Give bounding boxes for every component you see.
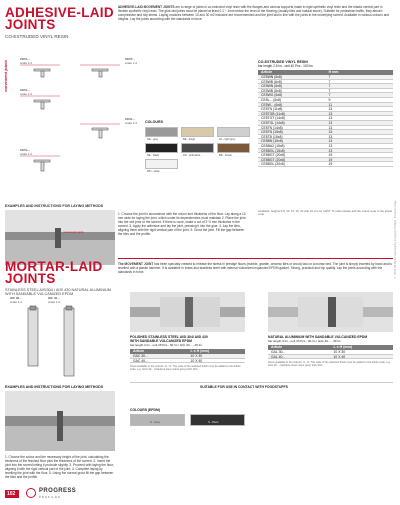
profile-label-1: CE5L... [20,57,31,61]
swatch-label: WH - white [147,170,160,173]
cell: 13 [328,111,333,116]
cell: CE5BGT (20x8) [261,153,286,158]
section2-subtitle: STAINLESS STEEL AISI304 / AISI 430 NATURAL ALUMINIUM WITH SANDABLE VULCANIZED EPDM [5,288,111,297]
cell: CE5L... (6x8) [261,97,281,102]
section-title-line2: JOINTS [5,17,56,32]
page-number: 102 [7,491,16,497]
cell: 13 [328,143,333,148]
swatch-black-label: N - Black [208,421,219,424]
cell: 13 [328,130,333,135]
profile-label-5: CE5L... [20,148,31,152]
cell: GAL 40... [271,354,286,359]
copyright: © 2021 All rights reserved by Progress Profiles. Printed in Italy. [393,200,397,280]
example-header-bar [5,200,115,203]
cell: 13 [328,125,333,130]
example-diagram-bottom [5,391,115,451]
cell: 13 [328,134,333,139]
steel-subtitle: bar length 2 lm - unit 25 Pcs - 50 lm / GIC 40... - 25 lm [130,343,202,347]
alu-photo [268,292,393,332]
cell: 10 X 40 [190,358,203,363]
cell: 11 [328,102,333,107]
table-row [268,355,393,360]
suitable-label: SUITABLE FOR USE IN CONTACT WITH FOODSTUFFS [200,385,288,389]
steel-col-article: Article [133,349,145,353]
swatch-label: BE - beige [183,138,196,141]
cell: CE5WN (6x8) [261,84,282,89]
profile-scale-5: scale 1:2 [20,152,33,156]
example-text-top: 1. Choose the joint in accordance with the colour and thickness of the floor. Lay along a 10 mm wide for laying the joint, which under its dependencies must maintain 2. Place the joint into the slot prior to the screed. If there is none, make a cut of 2÷3 mm thickness in the screed. 3. Apply the adhesive and lay the joint, pressing it into the glue. 4. Lay the tiles, aligning them with the rigid vertical part of the joint. 5. Grout the joint. Fill the gap between the tiles and the profile. [118,212,246,236]
cell: 7 [328,79,331,84]
cell: 7 [328,75,331,79]
vinyl-table-title: CO-EXTRUDED VINYL RESIN [258,60,308,64]
alu-col-article: Article [271,345,283,349]
cell: 13 [328,148,333,153]
intro-bold: ADHESIVE-LAID MOVEMENT JOINTS [118,5,175,9]
cell: CE5TGB (11x8) [261,111,285,116]
profile-label-2: CE5T... [125,57,135,61]
cell: CE5TGL (14x8) [261,120,285,125]
steel-col-size: L x H (mm) [190,349,210,353]
alu-table [268,335,393,368]
cell: 10 X 30 [333,350,346,354]
steel-table [130,335,245,372]
profile-label-4: CE6L... [125,117,136,121]
steel-title2: WITH SANDABLE VULCANIZED EPDM [130,339,192,343]
gif-profile-drawing [10,305,110,380]
cell: 19 [328,153,333,158]
cell: CE5BA2 (15x8) [261,143,285,148]
intro-paragraph [118,5,393,21]
swatch-label: NE - black [147,154,159,157]
vinyl-note: Available: heights 6-8, 10, 12, 15, 20 with 10 mm for CE5T. To order please add the colour code to the article code. [258,209,393,217]
alu-col-size: L x H (mm) [333,345,353,349]
table-row [258,162,393,167]
cell: 10 X 40 [333,354,346,359]
gif30-label: GIF 30... [10,296,22,300]
profile-label-3: CE5L... [20,88,31,92]
cell: CE5BGL (20x8) [261,162,285,167]
section2-title-line2: JOINTS [5,271,56,286]
intro2-text: has been specially created to release the stress in prestige floors (marble, granite, ceramic tiles or wood) laid on a mortar bed. The joint is simply inserted by hand and is levelled with a plastic hammer. It is available in brass and stainless steel with internal vulcanized expanded EPDM gasket. Strong, practical and top quality. Lay the joints according with the standards in force. [118,262,392,274]
table-row [130,359,245,364]
cell: CE5TN (15x8) [261,130,283,135]
swatch-black [190,414,245,426]
swatch-label: AN - anthracite [183,154,201,157]
brand-name: PROGRESS [39,488,77,494]
swatch-grey [130,414,185,426]
brand-logo-icon [26,488,36,498]
profile-scale-1: scale 1:2 [20,61,33,65]
cell: CE5TGT (14x8) [261,116,285,121]
colours-label: COLOURS [145,120,163,124]
cell: GAC 40... [133,358,148,363]
alu-title: NATURAL ALUMINIUM WITH SANDABLE VULCANIZED EPDM [268,335,368,339]
cell: 9 [328,97,331,102]
cell: 7 [328,88,331,93]
profile-scale-4: scale 1:2 [125,121,138,125]
swatch-be [181,127,214,137]
alu-note: Insert available in the colours: G - N. The code of the selected finish must be added to the article code, e.g. GAL 30... (stainless steel colour grey) GAL 30A [268,361,391,368]
profile-scale-3: scale 1:2 [20,92,33,96]
example-text-bottom: 1. Choose the colour and the necessary height of the joint, calculating the thickness of the finished floor plus the thickness of the screed. 2. Insert the joint into the screed letting it protrude slightly. 3. Proceed with laying the floor, aligning it with the rigid vertical part of the joint. 4. Complete laying by levelling the joint with the floor. 5. Using the normal grout fill the gap between the tiles and the profile. [5,455,114,479]
swatch-label: GE - grey [147,138,159,141]
section2-title-line1: MORTAR-LAID [5,259,103,274]
cell: CE5W... (6x8) [261,102,283,107]
divider [130,382,393,383]
cell: CE5TN (14x8) [261,125,283,130]
swatch-label: GL - light grey [219,138,236,141]
cell: CE5TN (11x8) [261,107,283,112]
swatch-ge [145,127,178,137]
section-title-line1: ADHESIVE-LAID [5,5,114,20]
intro2-bold: The MOVEMENT JOINT [118,262,154,266]
swatch-an [181,143,214,153]
profile-scale-2: scale 1:2 [125,61,138,65]
cell: GAC 30... [133,354,148,358]
cell: 13 [328,107,333,112]
intro2-paragraph [118,262,393,274]
cell: GAL 30... [271,350,286,354]
cell: 7 [328,84,331,89]
epdm-colours-title: COLOURS (EPDM) [130,408,160,412]
cell: 13 [328,120,333,125]
example-title-top: EXAMPLES AND INSTRUCTIONS FOR LAYING METHODS [5,204,104,208]
cell: CE5WN (6x8) [261,75,282,79]
brand-sub: PROFILES [39,495,61,499]
example-diagram-top [5,210,115,265]
cell: 13 [328,116,333,121]
cell: CE5BGT (20x8) [261,157,286,162]
gif40-label: GIF 40... [48,296,60,300]
section-subtitle: CO-EXTRUDED VINYL RESIN [5,34,69,39]
vinyl-col-h: H mm [328,70,339,74]
vinyl-table-subtitle: bar length 2,5 lm - unit 40 Pcs - 100 lm [258,64,313,68]
gif40-scale: scale 1:2 [48,300,61,304]
vinyl-table [258,60,393,167]
cell: CE5BGL (15x8) [261,148,285,153]
swatch-br [217,143,250,153]
example-title-bottom: EXAMPLES AND INSTRUCTIONS FOR LAYING METHODS [5,385,104,389]
cell: CE5BN (15x8) [261,139,283,144]
vinyl-table-body [258,75,393,167]
cell: CE5WB (6x8) [261,88,282,93]
swatch-wh [145,159,178,169]
cell: 13 [328,139,333,144]
cell: 10 X 30 [190,354,203,358]
section-divider [118,258,393,259]
cell: 19 [328,162,333,167]
swatch-ne [145,143,178,153]
intro-text: are a range of joints in co-extruded vinyl resin with the flanges and various supports made in rigid synthetic vinyl resin and the elastic central part in flexible synthetic vinyl resin. The glue-laid joints must be placed at least 0.1 ÷ 1mm below the level of the flooring (usually tiles and natural stone). Suitable for pedestrian traffic, they absorb compressive and slip stress. Laying modules between 10 and 30 m2 inclusive are recommended and the joint laid in line with the joints in the underlying screed. Available in various colours and heights. Lay the joints according with the standards in force. [118,5,390,21]
swatch-grey-label: G - Grey [150,421,160,424]
cell: 19 [328,157,333,162]
cell: CE5WB (6x8) [261,79,282,84]
cell: CE5WG (6x8) [261,93,283,98]
alu-subtitle: bar length 3 lm - unit 30 Pcs - 90 lm / GAL 40... - 40 lm [268,339,341,343]
example-label-top: movement joint [63,230,84,234]
cell: 7 [328,93,331,98]
steel-photo [130,292,245,332]
steel-note: Insert available in the colours: G - N. The code of the selected finish must be added to the article code, e.g. GAC 30... (stainless steel colour grey) GAC 30A [130,365,241,372]
swatch-label: BR - brown [219,154,232,157]
side-tag: movement joints [3,60,8,92]
cell: CE5TB (15x8) [261,134,283,139]
vinyl-col-article: Article [261,70,273,74]
swatch-gl [217,127,250,137]
steel-title: POLISHED STAINLESS STEEL AISI 304/ AISI 430 [130,335,208,339]
gif30-scale: scale 1:2 [10,300,23,304]
